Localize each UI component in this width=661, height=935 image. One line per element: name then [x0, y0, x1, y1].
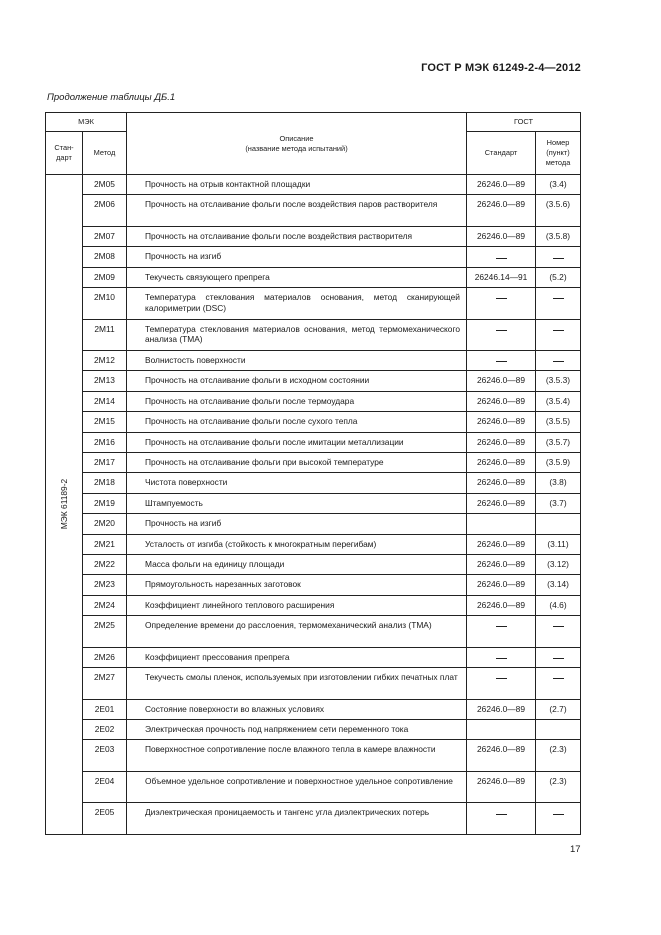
table-row: [46, 771, 581, 803]
method-code: 2E03: [83, 740, 127, 772]
table-row: [46, 534, 581, 554]
header-iec: МЭК: [46, 113, 127, 132]
method-number: [536, 351, 581, 371]
method-description: Температура стеклования материалов основания, метод сканирующей калориметрии (DSC): [127, 288, 467, 320]
method-number: (3.12): [536, 554, 581, 574]
table-row: [46, 803, 581, 835]
table-row: [46, 267, 581, 287]
method-number: (3.5.8): [536, 226, 581, 246]
method-code: 2M18: [83, 473, 127, 493]
method-description: Температура стеклования материалов основания, метод термомеханического анализа (TMA): [127, 319, 467, 351]
table-row: [46, 719, 581, 739]
dash: [553, 298, 564, 299]
dash: [496, 626, 507, 627]
method-code: 2M24: [83, 595, 127, 615]
method-number: (3.5.7): [536, 432, 581, 452]
method-number: (5.2): [536, 267, 581, 287]
gost-standard: 26246.0—89: [467, 195, 536, 227]
method-number: (2.3): [536, 771, 581, 803]
gost-standard: 26246.0—89: [467, 534, 536, 554]
header-number: [536, 132, 581, 175]
dash: [496, 361, 507, 362]
document-title: ГОСТ Р МЭК 61249-2-4—2012: [421, 62, 581, 74]
gost-standard: [467, 288, 536, 320]
dash: [496, 678, 507, 679]
table-row: [46, 595, 581, 615]
table-row: [46, 616, 581, 648]
gost-standard: [467, 668, 536, 700]
method-description: Электрическая прочность под напряжением сети переменного тока: [127, 719, 467, 739]
method-code: 2M10: [83, 288, 127, 320]
dash: [553, 658, 564, 659]
method-code: 2M16: [83, 432, 127, 452]
table-row: [46, 514, 581, 534]
method-number: (3.11): [536, 534, 581, 554]
method-description: Прочность на отслаивание фольги после сухого тепла: [127, 412, 467, 432]
method-number: (3.5.3): [536, 371, 581, 391]
method-code: 2M22: [83, 554, 127, 574]
method-code: 2M08: [83, 247, 127, 267]
method-description: Чистота поверхности: [127, 473, 467, 493]
gost-standard: 26246.0—89: [467, 575, 536, 595]
table-row: [46, 554, 581, 574]
method-code: 2M20: [83, 514, 127, 534]
header-number-line1: Номер: [546, 138, 570, 147]
gost-standard: [467, 247, 536, 267]
gost-standard: 26246.0—89: [467, 453, 536, 473]
table-row: [46, 699, 581, 719]
method-description: Прочность на отслаивание фольги при высокой температуре: [127, 453, 467, 473]
method-code: 2E05: [83, 803, 127, 835]
method-code: 2M23: [83, 575, 127, 595]
header-description-title: Описание: [279, 133, 314, 143]
dash: [553, 361, 564, 362]
dash: [496, 258, 507, 259]
method-number: [536, 719, 581, 739]
method-code: 2M17: [83, 453, 127, 473]
table-row: [46, 453, 581, 473]
header-number-line3: метода: [545, 158, 571, 167]
method-number: (2.3): [536, 740, 581, 772]
gost-standard: 26246.0—89: [467, 493, 536, 513]
table-row: [46, 351, 581, 371]
header-gost: ГОСТ: [467, 113, 581, 132]
header-standard-short-line1: Стан-: [54, 143, 74, 152]
method-number: (3.5.9): [536, 453, 581, 473]
method-code: 2M07: [83, 226, 127, 246]
table-row: [46, 493, 581, 513]
method-code: 2M14: [83, 391, 127, 411]
header-description: [127, 113, 467, 175]
method-description: Текучесть смолы пленок, используемых при изготовлении гибких печатных плат: [127, 668, 467, 700]
gost-standard: 26246.0—89: [467, 771, 536, 803]
table-row: [46, 226, 581, 246]
table-row: [46, 391, 581, 411]
dash: [553, 678, 564, 679]
dash: [496, 814, 507, 815]
method-number: [536, 647, 581, 667]
method-code: 2E02: [83, 719, 127, 739]
method-description: Прямоугольность нарезанных заготовок: [127, 575, 467, 595]
method-number: [536, 616, 581, 648]
table-row: [46, 319, 581, 351]
method-number: (3.5.5): [536, 412, 581, 432]
method-code: 2M06: [83, 195, 127, 227]
gost-standard: 26246.0—89: [467, 371, 536, 391]
method-number: (3.8): [536, 473, 581, 493]
method-number: (2.7): [536, 699, 581, 719]
standard-cell: [46, 175, 83, 835]
method-code: 2E04: [83, 771, 127, 803]
table-row: [46, 247, 581, 267]
method-number: [536, 319, 581, 351]
method-description: Прочность на изгиб: [127, 514, 467, 534]
gost-standard: 26246.0—89: [467, 699, 536, 719]
method-description: Прочность на отрыв контактной площадки: [127, 175, 467, 195]
method-description: Усталость от изгиба (стойкость к многократным перегибам): [127, 534, 467, 554]
method-code: 2M09: [83, 267, 127, 287]
gost-standard: 26246.0—89: [467, 432, 536, 452]
gost-standard: 26246.0—89: [467, 226, 536, 246]
method-description: Прочность на отслаивание фольги после термоудара: [127, 391, 467, 411]
header-standard-short-line2: дарт: [56, 153, 72, 162]
dash: [553, 258, 564, 259]
dash: [553, 814, 564, 815]
table-row: [46, 647, 581, 667]
gost-standard: 26246.0—89: [467, 473, 536, 493]
method-code: 2M13: [83, 371, 127, 391]
table-row: [46, 740, 581, 772]
dash: [553, 626, 564, 627]
gost-standard: [467, 514, 536, 534]
method-description: Поверхностное сопротивление после влажного тепла в камере влажности: [127, 740, 467, 772]
method-code: 2M21: [83, 534, 127, 554]
method-code: 2M11: [83, 319, 127, 351]
gost-standard: [467, 319, 536, 351]
gost-standard: 26246.14—91: [467, 267, 536, 287]
method-description: Прочность на отслаивание фольги после воздействия паров растворителя: [127, 195, 467, 227]
table-row: [46, 288, 581, 320]
method-description: Диэлектрическая проницаемость и тангенс угла диэлектрических потерь: [127, 803, 467, 835]
gost-standard: [467, 803, 536, 835]
method-description: Состояние поверхности во влажных условиях: [127, 699, 467, 719]
table-row: [46, 575, 581, 595]
method-number: (4.6): [536, 595, 581, 615]
header-description-subtitle: (название метода испытаний): [245, 143, 348, 153]
gost-standard: 26246.0—89: [467, 740, 536, 772]
spec-table: [45, 112, 581, 835]
method-number: [536, 803, 581, 835]
header-standard-short: [46, 132, 83, 175]
gost-standard: 26246.0—89: [467, 595, 536, 615]
table-row: [46, 473, 581, 493]
header-method: Метод: [83, 132, 127, 175]
table-row: [46, 668, 581, 700]
table-row: [46, 371, 581, 391]
dash: [496, 298, 507, 299]
table-row: [46, 412, 581, 432]
method-code: 2M05: [83, 175, 127, 195]
method-description: Текучесть связующего препрега: [127, 267, 467, 287]
table-row: [46, 432, 581, 452]
method-code: 2M15: [83, 412, 127, 432]
method-code: 2M27: [83, 668, 127, 700]
gost-standard: [467, 616, 536, 648]
method-code: 2M26: [83, 647, 127, 667]
method-description: Масса фольги на единицу площади: [127, 554, 467, 574]
method-description: Определение времени до расслоения, термомеханический анализ (TMA): [127, 616, 467, 648]
gost-standard: 26246.0—89: [467, 175, 536, 195]
standard-label: МЭК 61189-2: [59, 479, 69, 530]
gost-standard: 26246.0—89: [467, 391, 536, 411]
method-code: 2E01: [83, 699, 127, 719]
header-number-line2: (пункт): [546, 148, 570, 157]
method-code: 2M25: [83, 616, 127, 648]
gost-standard: [467, 647, 536, 667]
method-number: (3.7): [536, 493, 581, 513]
method-description: Объемное удельное сопротивление и поверхностное удельное сопротивление: [127, 771, 467, 803]
method-description: Коэффициент линейного теплового расширения: [127, 595, 467, 615]
dash: [553, 330, 564, 331]
method-number: (3.4): [536, 175, 581, 195]
method-description: Прочность на отслаивание фольги после воздействия растворителя: [127, 226, 467, 246]
method-description: Штампуемость: [127, 493, 467, 513]
method-number: (3.5.6): [536, 195, 581, 227]
method-number: (3.5.4): [536, 391, 581, 411]
method-description: Прочность на отслаивание фольги в исходном состоянии: [127, 371, 467, 391]
header-standard: Стандарт: [467, 132, 536, 175]
method-description: Прочность на изгиб: [127, 247, 467, 267]
method-description: Волнистость поверхности: [127, 351, 467, 371]
method-number: [536, 247, 581, 267]
method-number: (3.14): [536, 575, 581, 595]
method-code: 2M19: [83, 493, 127, 513]
method-description: Коэффициент прессования препрега: [127, 647, 467, 667]
method-code: 2M12: [83, 351, 127, 371]
table-row: [46, 195, 581, 227]
table-caption: Продолжение таблицы ДБ.1: [47, 92, 176, 103]
gost-standard: [467, 351, 536, 371]
gost-standard: 26246.0—89: [467, 412, 536, 432]
method-number: [536, 668, 581, 700]
dash: [496, 658, 507, 659]
gost-standard: [467, 719, 536, 739]
method-number: [536, 288, 581, 320]
method-description: Прочность на отслаивание фольги после имитации металлизации: [127, 432, 467, 452]
dash: [496, 330, 507, 331]
table-row: [46, 175, 581, 195]
gost-standard: 26246.0—89: [467, 554, 536, 574]
method-number: [536, 514, 581, 534]
page-number: 17: [570, 844, 581, 855]
